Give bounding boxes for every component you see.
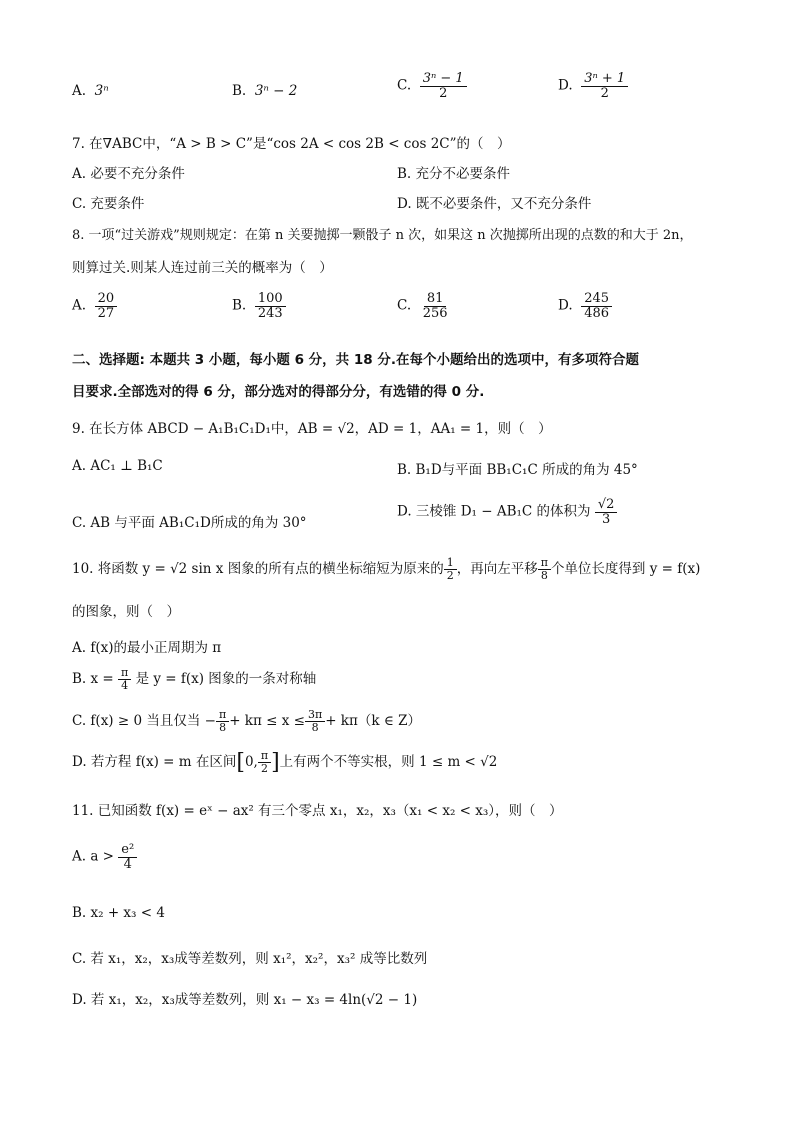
q10-option-c[interactable]: C. f(x) ≥ 0 当且仅当 − $\frac{\pi}{8}$ + kπ ≤ x ≤ $\frac{3\pi}{8}$ + kπ（k ∈ Z） (72, 708, 421, 734)
fraction: $\frac{\pi}{4}$ (118, 667, 131, 691)
fraction: $\frac{√2}{3}$ (595, 498, 618, 526)
fraction: $\frac{\pi}{8}$ (216, 709, 229, 733)
q8-option-a[interactable]: A. $\frac{20}{27}$ (72, 292, 117, 320)
q6-option-a[interactable]: A. 3ⁿ (72, 83, 109, 99)
fraction: $\frac{1}{2}$ (444, 557, 457, 581)
q10-stem-line2: 的图象，则（ ） (72, 604, 180, 620)
fraction: $\frac{3\pi}{8}$ (305, 709, 325, 733)
q8-option-d[interactable]: D. $\frac{245}{486}$ (558, 292, 612, 320)
fraction: $\frac{20}{27}$ (95, 292, 118, 320)
q9-option-a[interactable]: A. AC₁ ⊥ B₁C (72, 458, 163, 474)
q8-option-c[interactable]: C. $\frac{81}{256}$ (397, 292, 451, 320)
q9-stem: 9. 在长方体 ABCD − A₁B₁C₁D₁中，AB = √2，AD = 1，AA₁ = 1，则（ ） (72, 421, 552, 437)
fraction: $\frac{\text{3ⁿ + 1}}{2}$ (581, 72, 628, 100)
right-bracket: ] (271, 750, 280, 775)
q11-option-d[interactable]: D. 若 x₁，x₂，x₃成等差数列，则 x₁ − x₃ = 4ln(√2 − 1) (72, 992, 418, 1008)
q6-option-c[interactable]: C. $\frac{\text{3ⁿ − 1}}{2}$ (397, 72, 467, 100)
q7-option-a[interactable]: A. 必要不充分条件 (72, 166, 185, 182)
q9-option-b[interactable]: B. B₁D与平面 BB₁C₁C 所成的角为 45° (397, 462, 638, 478)
q11-option-b[interactable]: B. x₂ + x₃ < 4 (72, 905, 165, 921)
q11-stem: 11. 已知函数 f(x) = eˣ − ax² 有三个零点 x₁，x₂，x₃（x₁ < x₂ < x₃），则（ ） (72, 803, 563, 819)
fraction: $\frac{\pi}{2}$ (258, 750, 271, 774)
q10-option-d[interactable]: D. 若方程 f(x) = m 在区间[0, $\frac{\pi}{2}$ ]上有两个不等实根，则 1 ≤ m < √2 (72, 749, 498, 775)
fraction: $\frac{81}{256}$ (422, 291, 448, 321)
section-heading-line2: 目要求.全部选对的得 6 分，部分选对的得部分分，有选错的得 0 分. (72, 384, 485, 400)
fraction: $\frac{\text{3ⁿ − 1}}{2}$ (420, 72, 467, 100)
q7-option-d[interactable]: D. 既不必要条件，又不充分条件 (397, 196, 592, 212)
q8-option-b[interactable]: B. $\frac{100}{243}$ (232, 292, 286, 320)
q9-option-d[interactable]: D. 三棱锥 D₁ − AB₁C 的体积为 $\frac{√2}{3}$ (397, 498, 617, 526)
q11-option-a[interactable]: A. a > $\frac{\text{e²}}{4}$ (72, 843, 137, 871)
section-heading-line1: 二、选择题: 本题共 3 小题，每小题 6 分，共 18 分.在每个小题给出的选项中，有多项符合题 (72, 352, 639, 368)
q6-option-d[interactable]: D. $\frac{\text{3ⁿ + 1}}{2}$ (558, 72, 628, 100)
q7-stem: 7. 在∇ABC中，“A > B > C”是“cos 2A < cos 2B < cos 2C”的（ ） (72, 136, 511, 152)
fraction: $\frac{\pi}{8}$ (538, 557, 551, 581)
q10-option-b[interactable]: B. x = $\frac{\pi}{4}$ 是 y = f(x) 图象的一条对称轴 (72, 666, 317, 692)
q10-option-a[interactable]: A. f(x)的最小正周期为 π (72, 640, 222, 656)
fraction: $\frac{245}{486}$ (581, 292, 612, 320)
left-bracket: [ (236, 750, 245, 775)
q7-option-b[interactable]: B. 充分不必要条件 (397, 166, 511, 182)
q9-option-c[interactable]: C. AB 与平面 AB₁C₁D所成的角为 30° (72, 515, 307, 531)
q11-option-c[interactable]: C. 若 x₁，x₂，x₃成等差数列，则 x₁²，x₂²，x₃² 成等比数列 (72, 951, 428, 967)
fraction: $\frac{100}{243}$ (255, 292, 286, 320)
q10-stem-line1: 10. 将函数 y = √2 sin x 图象的所有点的横坐标缩短为原来的 $\frac{1}{2}$ ，再向左平移 $\frac{\pi}{8}$ 个单位长度得到 y = f(x) (72, 556, 701, 582)
q6-option-b[interactable]: B. 3ⁿ − 2 (232, 83, 298, 99)
fraction: $\frac{\text{e²}}{4}$ (118, 843, 137, 871)
q8-stem-line2: 则算过关.则某人连过前三关的概率为（ ） (72, 260, 333, 276)
q8-stem-line1: 8. 一项“过关游戏”规则规定：在第 n 关要抛掷一颗骰子 n 次，如果这 n 次抛掷所出现的点数的和大于 2n， (72, 228, 693, 243)
q7-option-c[interactable]: C. 充要条件 (72, 196, 145, 212)
